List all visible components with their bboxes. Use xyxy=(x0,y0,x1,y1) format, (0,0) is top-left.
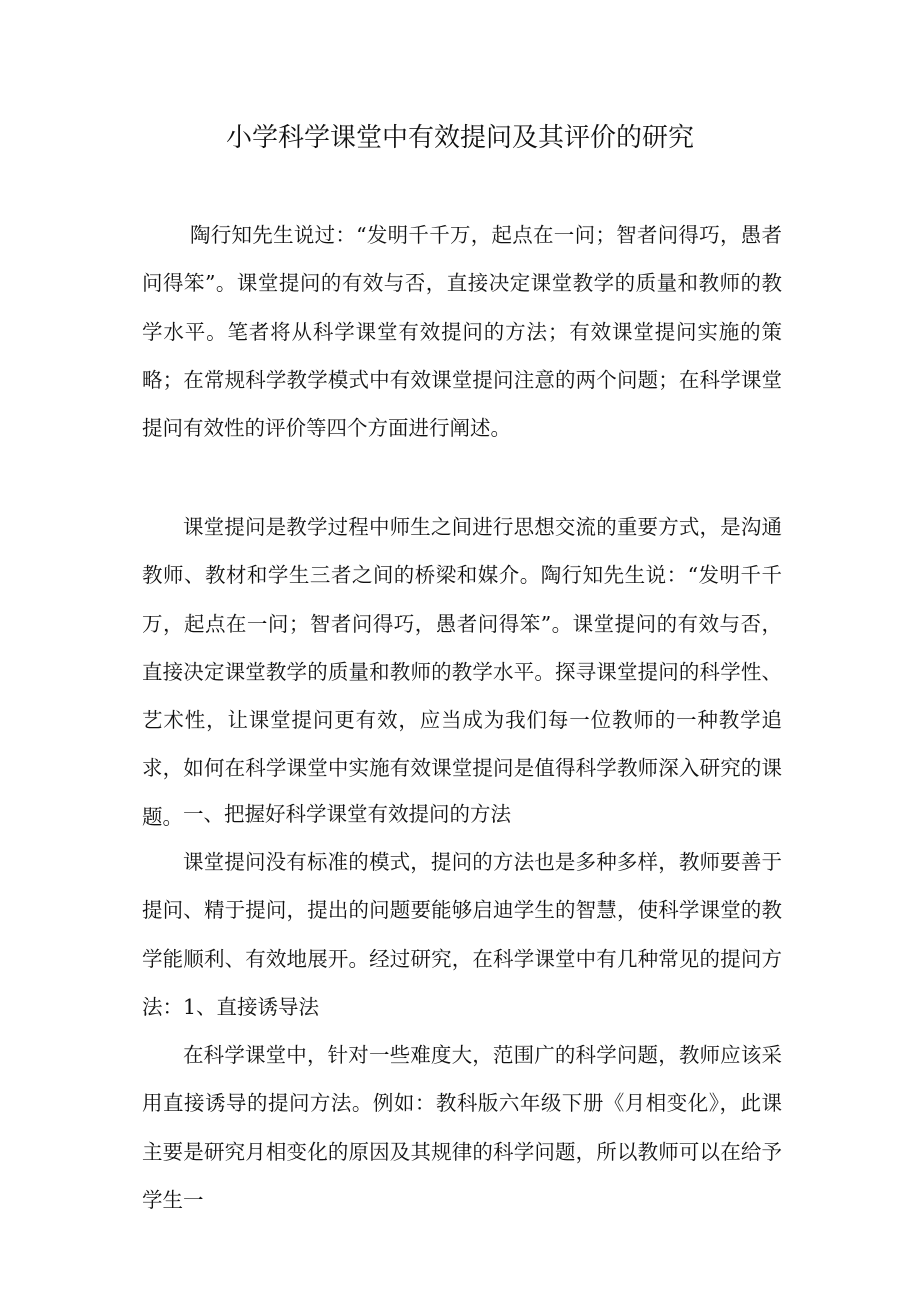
intro-paragraph: 陶行知先生说过：“发明千千万，起点在一问；智者问得巧，愚者问得笨”。课堂提问的有效与否，直接决定课堂教学的质量和教师的教学水平。笔者将从科学课堂有效提问的方法；有效课堂提问实施的策略；在常规科学教学模式中有效课堂提问注意的两个问题；在科学课堂提问有效性的评价等四个方面进行阐述。 xyxy=(142,223,782,441)
subsection-heading-direct-induction: 1、直接诱导法 xyxy=(183,995,320,1019)
paragraph-direct-induction: 在科学课堂中，针对一些难度大，范围广的科学问题，教师应该采用直接诱导的提问方法。例如：教科版六年级下册《月相变化》，此课主要是研究月相变化的原因及其规律的科学问题，所以教师可以在给予学生一 xyxy=(142,1043,782,1212)
paragraph-classroom-questioning: 课堂提问是教学过程中师生之间进行思想交流的重要方式，是沟通教师、教材和学生三者之间的桥梁和媒介。陶行知先生说：“发明千千万，起点在一问；智者问得巧，愚者问得笨”。课堂提问的有效与否，直接决定课堂教学的质量和教师的教学水平。探寻课堂提问的科学性、艺术性，让课堂提问更有效，应当成为我们每一位教师的一种教学追求，如何在科学课堂中实施有效课堂提问是值得科学教师深入研究的课题。 xyxy=(142,515,782,829)
paragraph-methods: 课堂提问没有标准的模式，提问的方法也是多种多样，教师要善于提问、精于提问，提出的问题要能够启迪学生的智慧，使科学课堂的教学能顺利、有效地展开。经过研究，在科学课堂中有几种常见的提问方法： xyxy=(142,850,782,1019)
document-title: 小学科学课堂中有效提问及其评价的研究 xyxy=(225,123,694,153)
section-heading-methods: 一、把握好科学课堂有效提问的方法 xyxy=(183,802,511,826)
